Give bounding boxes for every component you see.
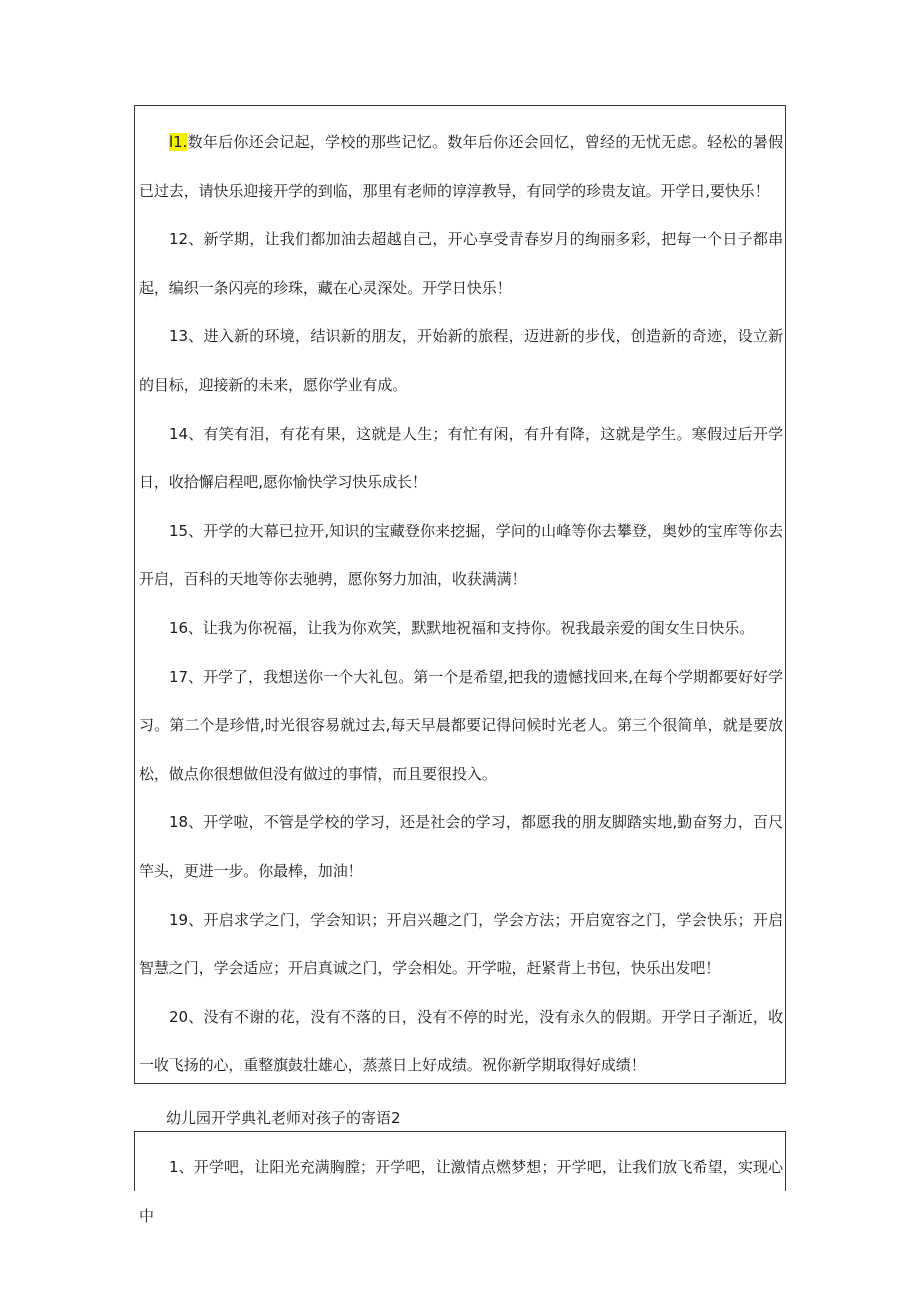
message-19: 19、开启求学之门，学会知识；开启兴趣之门，学会方法；开启宽容之门，学会快乐；开启智慧之门，学会适应；开启真诚之门，学会相处。开学啦，赶紧背上书包，快乐出发吧！ [139, 910, 783, 978]
message-box-1 [134, 105, 786, 1084]
message-list [135, 106, 785, 1090]
section-title: 幼儿园开学典礼老师对孩子的寄语2 [166, 1109, 401, 1127]
message-11 [135, 118, 785, 215]
message-17: 17、开学了，我想送你一个大礼包。第一个是希望,把我的遗憾找回来,在每个学期都要好好学习。第二个是珍惜,时光很容易就过去,每天早晨都要记得问候时光老人。第三个很简单，就是要放松，做点你很想做但没有做过的事情，而且要很投入。 [139, 667, 783, 783]
message-13: 13、进入新的环境，结识新的朋友，开始新的旅程，迈进新的步伐，创造新的奇迹，设立新的目标，迎接新的未来，愿你学业有成。 [139, 327, 783, 394]
message-list [135, 1132, 785, 1240]
highlighted-number: l1. [169, 133, 188, 151]
message-20: 20、没有不谢的花，没有不落的日，没有不停的时光，没有永久的假期。开学日子渐近，收一收飞扬的心，重整旗鼓壮雄心，蒸蒸日上好成绩。祝你新学期取得好成绩！ [139, 1007, 783, 1075]
message-box-2 [134, 1131, 786, 1225]
message-18: 18、开学啦，不管是学校的学习，还是社会的学习，都愿我的朋友脚踏实地,勤奋努力，百尺竿头，更进一步。你最棒，加油！ [139, 813, 783, 880]
message-1: 1、开学吧，让阳光充满胸膛；开学吧，让激情点燃梦想；开学吧，让我们放飞希望，实现心中 [139, 1158, 783, 1225]
message-14: 14、有笑有泪，有花有果，这就是人生；有忙有闲，有升有降，这就是学生。寒假过后开学日，收拾懈启程吧,愿你愉快学习快乐成长！ [139, 424, 783, 492]
message-12: 12、新学期，让我们都加油去超越自己，开心享受青春岁月的绚丽多彩，把每一个日子都串起，编织一条闪亮的珍珠，藏在心灵深处。开学日快乐！ [139, 230, 783, 297]
message-15: 15、开学的大幕已拉开,知识的宝藏登你来挖掘，学问的山峰等你去攀登，奥妙的宝库等你去开启，百科的天地等你去驰骋，愿你努力加油，收获满满！ [139, 521, 783, 589]
message-text: 数年后你还会记起，学校的那些记忆。数年后你还会回忆，曾经的无忧无虑。轻松的暑假已过去，请快乐迎接开学的到临，那里有老师的谆淳教导，有同学的珍贵友谊。开学日,要快乐！ [139, 133, 783, 200]
message-16: 16、让我为你祝福，让我为你欢笑，默默地祝福和支持你。祝我最亲爱的闺女生日快乐。 [169, 618, 755, 637]
